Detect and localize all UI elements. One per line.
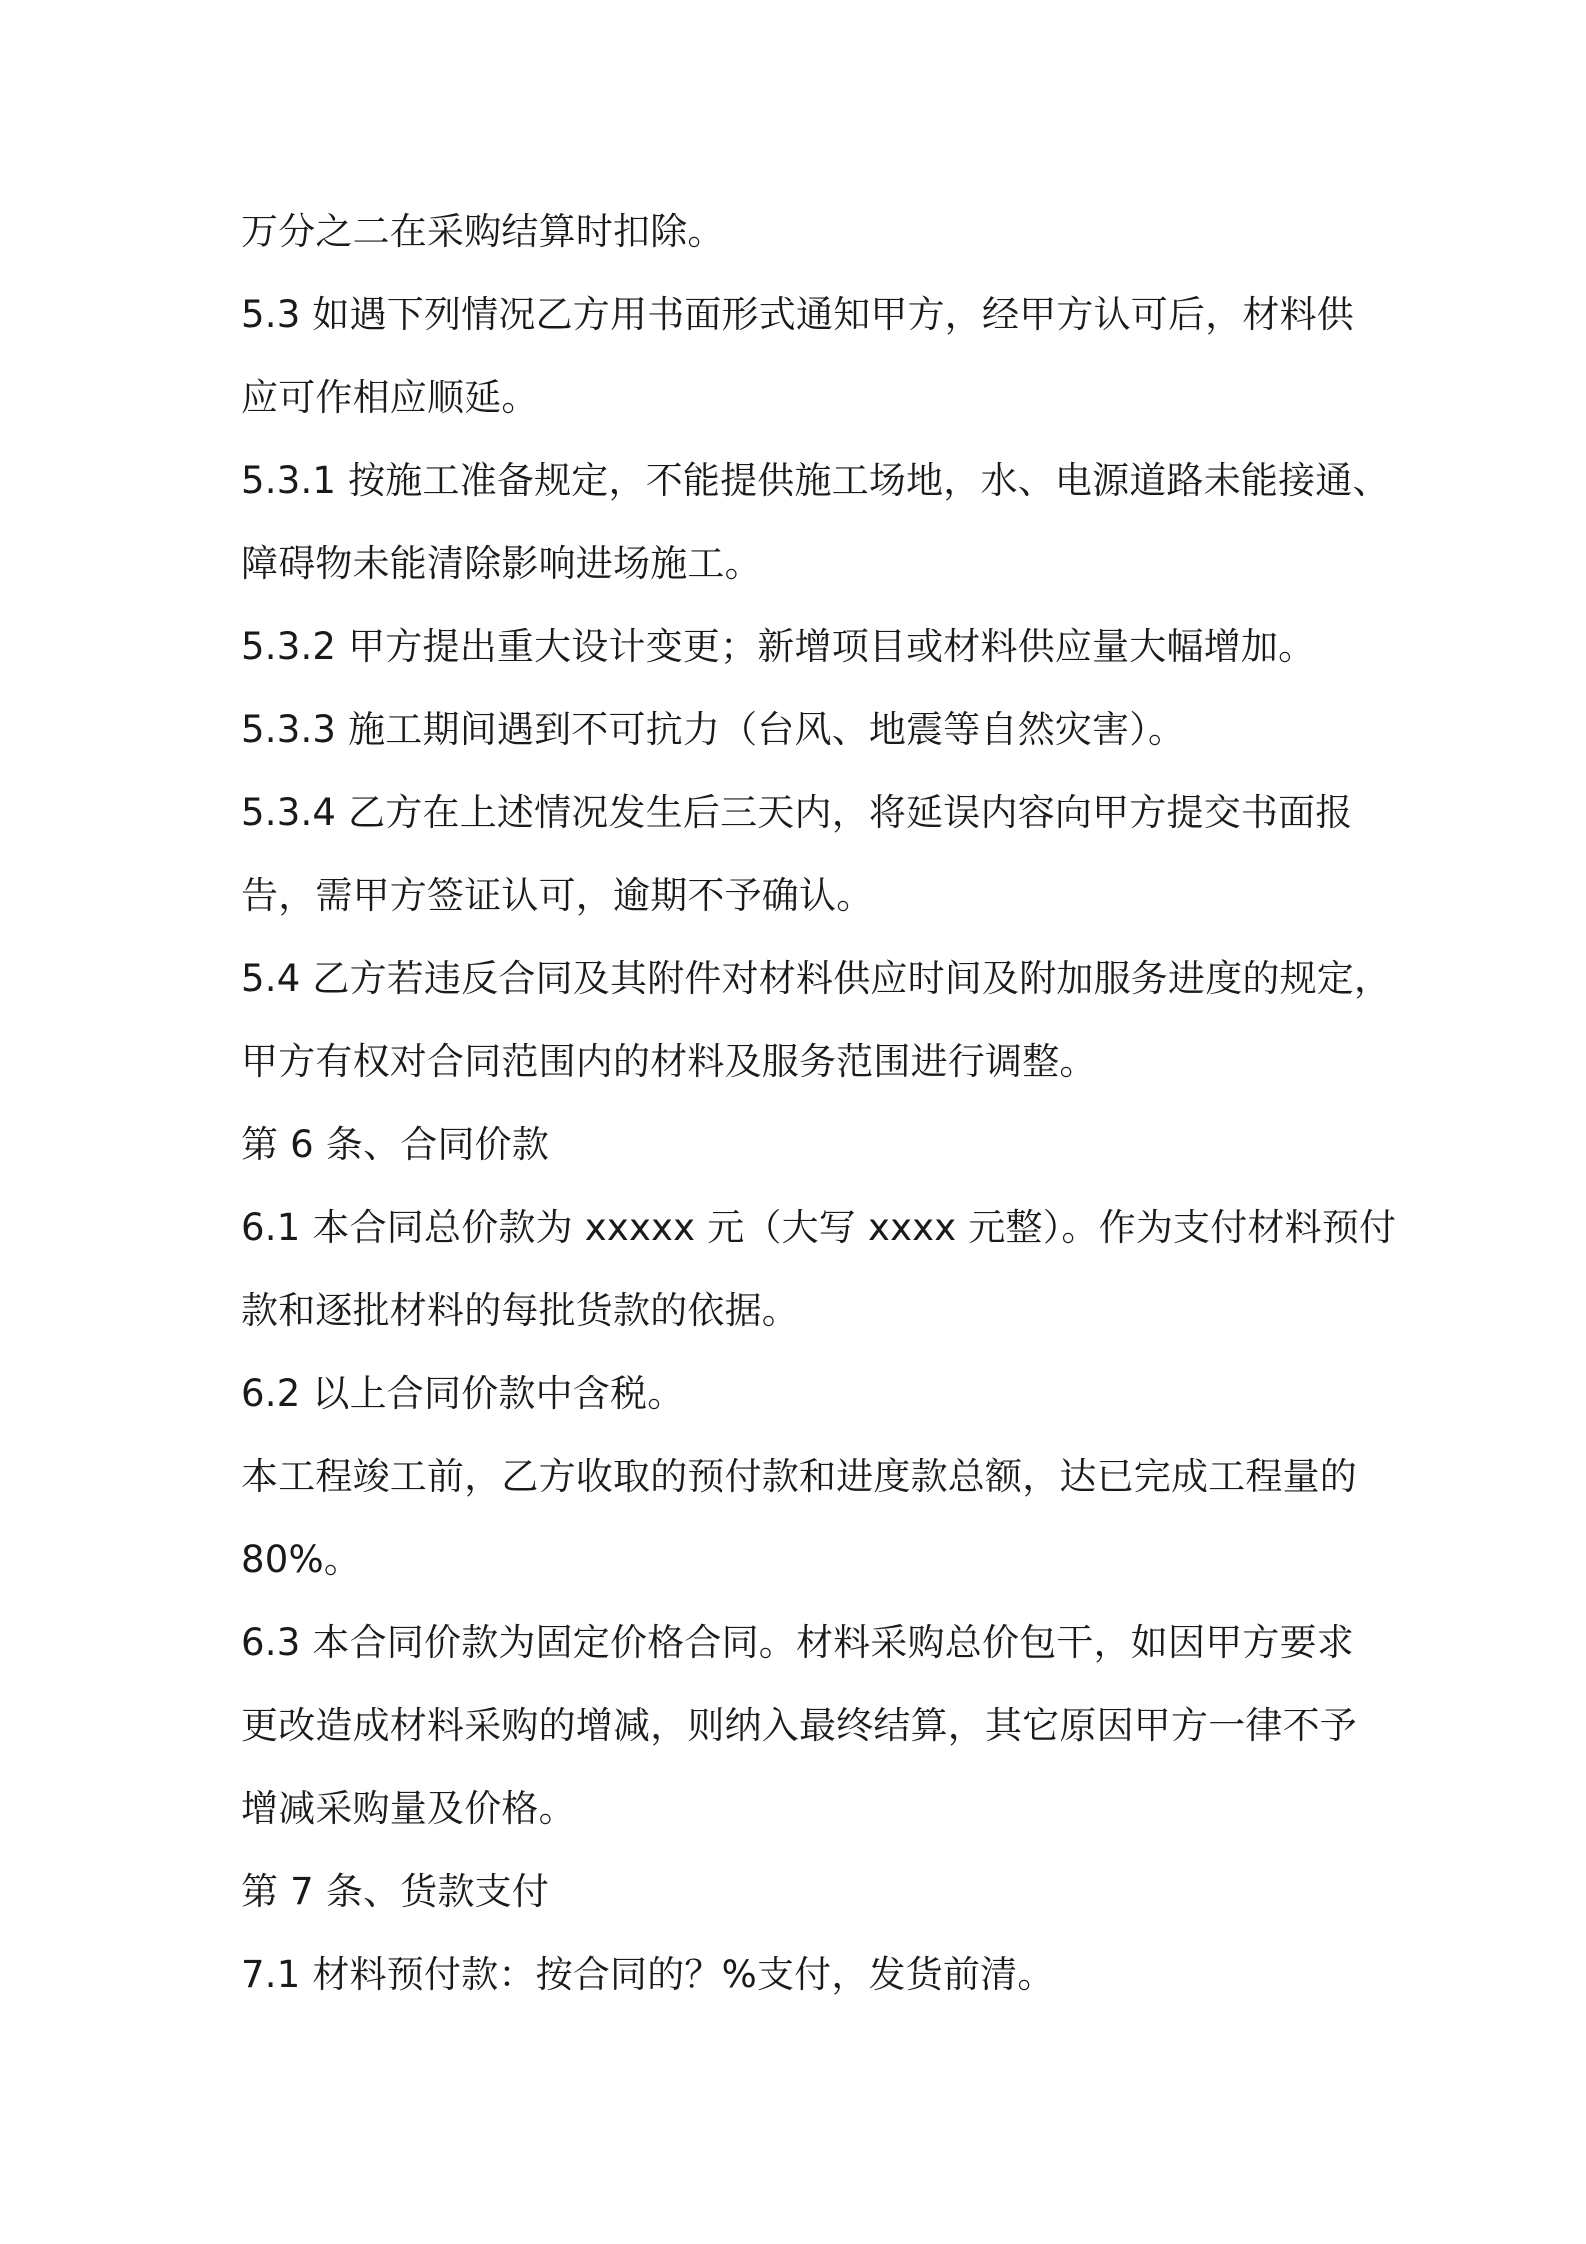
text-line: 5.3.1 按施工准备规定，不能提供施工场地，水、电源道路未能接通、 — [241, 459, 1390, 502]
section-heading: 第 6 条、合同价款 — [241, 1123, 550, 1166]
text-line: 6.3 本合同价款为固定价格合同。材料采购总价包干，如因甲方要求 — [241, 1621, 1355, 1664]
text-line: 增减采购量及价格。 — [241, 1787, 576, 1830]
section-heading: 第 7 条、货款支付 — [241, 1870, 550, 1913]
text-line: 万分之二在采购结算时扣除。 — [241, 210, 725, 253]
text-line: 本工程竣工前，乙方收取的预付款和进度款总额，达已完成工程量的 — [241, 1455, 1357, 1498]
text-line: 7.1 材料预付款：按合同的？%支付，发货前清。 — [241, 1953, 1055, 1996]
text-line: 5.4 乙方若违反合同及其附件对材料供应时间及附加服务进度的规定， — [241, 957, 1392, 1000]
text-line: 告，需甲方签证认可，逾期不予确认。 — [241, 874, 874, 917]
text-line: 80%。 — [241, 1538, 362, 1581]
text-line: 应可作相应顺延。 — [241, 376, 539, 419]
text-line: 5.3.2 甲方提出重大设计变更；新增项目或材料供应量大幅增加。 — [241, 625, 1316, 668]
text-line: 6.2 以上合同价款中含税。 — [241, 1372, 685, 1415]
text-line: 5.3.3 施工期间遇到不可抗力（台风、地震等自然灾害）。 — [241, 708, 1186, 751]
text-line: 款和逐批材料的每批货款的依据。 — [241, 1289, 799, 1332]
text-line: 6.1 本合同总价款为 xxxxx 元（大写 xxxx 元整）。作为支付材料预付 — [241, 1206, 1397, 1249]
text-line: 障碍物未能清除影响进场施工。 — [241, 542, 762, 585]
text-line: 甲方有权对合同范围内的材料及服务范围进行调整。 — [241, 1040, 1097, 1083]
text-line: 5.3.4 乙方在上述情况发生后三天内，将延误内容向甲方提交书面报 — [241, 791, 1353, 834]
text-line: 更改造成材料采购的增减，则纳入最终结算，其它原因甲方一律不予 — [241, 1704, 1357, 1747]
text-line: 5.3 如遇下列情况乙方用书面形式通知甲方，经甲方认可后，材料供 — [241, 293, 1355, 336]
